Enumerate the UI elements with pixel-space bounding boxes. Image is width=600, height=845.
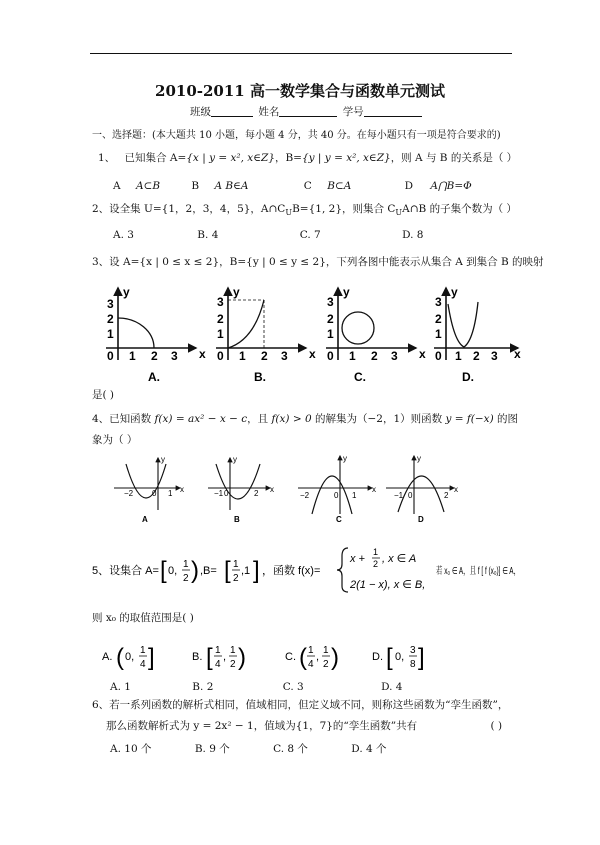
q5-lead: 5、设集合 A= — [92, 565, 159, 577]
q1-number: 1、 — [98, 152, 116, 164]
q5-opt-d-num: 3 — [410, 645, 416, 656]
q3c-t0: 0 — [327, 349, 334, 363]
q2-sub-b: U — [395, 208, 403, 218]
q3b-t1: 1 — [239, 349, 246, 363]
q4a-x: x — [180, 485, 184, 494]
q4d-label: D — [418, 515, 424, 524]
q3c-t1y: 1 — [327, 327, 334, 341]
q3-graph-a[interactable] — [106, 285, 206, 384]
q3a-t2y: 2 — [107, 312, 114, 326]
q3c-label: C. — [354, 370, 366, 384]
q4a-l: −2 — [124, 489, 134, 498]
q3d-label: D. — [462, 370, 474, 384]
q3-graphs — [98, 280, 521, 390]
svg-text:,: , — [316, 651, 320, 663]
question-2 — [92, 201, 517, 217]
q1-set-b: {y | y = x², x∈Z} — [301, 152, 391, 164]
q5-opt-d[interactable] — [372, 644, 425, 671]
q1-opt-a-letter[interactable]: A — [113, 180, 121, 192]
q4c-x: x — [372, 485, 376, 494]
q3a-label: A. — [148, 370, 160, 384]
q1-opt-c[interactable]: B⊂A — [327, 180, 352, 192]
q4-d: 的图 — [493, 413, 519, 425]
q4b-r: 2 — [254, 489, 259, 498]
q5-opt-c[interactable] — [285, 644, 339, 671]
svg-text:]: ] — [253, 557, 260, 584]
q3c-t3: 3 — [391, 349, 398, 363]
page-title: 2010-2011 高一数学集合与函数单元测试 — [155, 82, 445, 100]
svg-text:[: [ — [206, 644, 213, 671]
q3a-t0: 0 — [107, 349, 114, 363]
question-3: 3、设 A={x | 0 ≤ x ≤ 2}，B={y | 0 ≤ y ≤ 2}，下列各图中能表示从集合 A 到集合 B 的映射 — [92, 256, 544, 268]
q4-graph-d[interactable] — [386, 454, 458, 524]
q1-text-c: ，则 A 与 B 的关系是（ ） — [390, 152, 518, 164]
q3c-y: y — [343, 285, 350, 299]
svg-text:(: ( — [299, 644, 307, 671]
q4-f3: y = f(−x) — [445, 413, 494, 425]
q5-num-c[interactable]: C. 3 — [282, 681, 304, 693]
q5-opt-a-den: 4 — [140, 659, 146, 670]
svg-text:[: [ — [160, 557, 167, 584]
q4-graphs — [112, 452, 472, 527]
q4b-o: 0 — [224, 489, 229, 498]
top-rule — [90, 53, 512, 54]
svg-text:): ) — [238, 644, 246, 671]
q5-opt-b-d1: 4 — [215, 659, 221, 670]
svg-text:(: ( — [116, 644, 124, 671]
q5-case1-den: 2 — [373, 559, 379, 569]
q5-num-d[interactable]: D. 4 — [381, 681, 403, 693]
q4-graph-a[interactable] — [114, 455, 184, 524]
q3d-t1y: 1 — [435, 327, 442, 341]
q4d-y: y — [417, 454, 421, 463]
q3c-t1: 1 — [349, 349, 356, 363]
q5-num-a[interactable]: A. 1 — [110, 681, 131, 693]
q1-opt-a[interactable]: A⊂B — [135, 180, 161, 192]
q5-case1-a: x + — [350, 553, 365, 565]
q5-opt-a-num: 1 — [140, 645, 146, 656]
name-label: 姓名 — [258, 106, 280, 118]
svg-text:): ) — [191, 557, 199, 584]
q5-num-b[interactable]: B. 2 — [192, 681, 214, 693]
q5-b-right: ,1 — [241, 565, 251, 577]
q3d-t3: 3 — [491, 349, 498, 363]
q5-opt-b-d2: 2 — [230, 659, 236, 670]
q3d-x: x — [514, 347, 521, 361]
q3a-x: x — [199, 347, 206, 361]
question-1 — [98, 150, 517, 165]
q6-opt-b[interactable]: B. 9 个 — [194, 743, 230, 755]
q3d-t0: 0 — [435, 349, 442, 363]
q6-line1: 6、若一系列函数的解析式相同，值域相同，但定义域不同，则称这些函数为“孪生函数”， — [92, 699, 509, 711]
q6-paren: ( ) — [490, 720, 503, 732]
q4c-r: 1 — [352, 491, 357, 500]
q1-set-a: {x | y = x², x∈Z} — [186, 152, 275, 164]
q4-graph-c[interactable] — [298, 454, 376, 524]
q3-graph-d[interactable] — [434, 285, 521, 384]
q3d-t2y: 2 — [435, 312, 442, 326]
svg-text:]: ] — [148, 644, 155, 671]
q3b-t0: 0 — [217, 349, 224, 363]
q2-line-c: A∩B 的子集个数为（ ） — [402, 203, 517, 215]
name-blank[interactable] — [279, 104, 337, 117]
q4b-l: −1 — [214, 489, 224, 498]
q5-b-den: 2 — [233, 573, 239, 584]
q1-opt-c-letter[interactable]: C — [303, 180, 312, 192]
q4c-o: 0 — [334, 491, 339, 500]
q5-opt-b-n1: 1 — [215, 645, 221, 656]
q2-line-a: 2、设全集 U={1，2，3，4，5}，A∩C — [92, 203, 286, 215]
class-label: 班级 — [190, 106, 211, 118]
q3b-t1y: 1 — [217, 327, 224, 341]
q4a-o: 0 — [152, 489, 157, 498]
q6-text: 那么函数解析式为 y = 2x² − 1，值域为{1，7}的“孪生函数”共有 — [106, 720, 418, 732]
q6-options — [110, 741, 387, 756]
q4-f1: f(x) = ax² − x − c — [154, 413, 248, 425]
q5-a-den: 2 — [183, 573, 189, 584]
q4-b: ，且 — [247, 413, 272, 425]
q4b-label: B — [234, 515, 240, 524]
q5-a-num: 1 — [183, 559, 189, 570]
q3a-t1y: 1 — [107, 327, 114, 341]
q5-case2: 2(1 − x), x ∈ B, — [350, 579, 426, 591]
q4c-y: y — [343, 454, 347, 463]
q3b-t3y: 3 — [217, 295, 224, 309]
q2-opt-d[interactable]: D. 8 — [402, 229, 424, 241]
q5-opt-c-n2: 1 — [323, 645, 329, 656]
class-blank[interactable] — [211, 104, 253, 117]
q4-c: 的解集为（−2，1）则函数 — [311, 413, 446, 425]
q5-case1-b: , x ∈ A — [382, 553, 417, 565]
q5-func: ，函数 f(x)= — [262, 565, 321, 577]
q2-line-b: B={1, 2}，则集合 C — [292, 203, 396, 215]
q4d-x: x — [454, 485, 458, 494]
q3b-y: y — [233, 285, 240, 299]
q4-graph-b[interactable] — [208, 455, 274, 524]
q5-opt-b-n2: 1 — [230, 645, 236, 656]
q3-graph-c[interactable] — [326, 285, 426, 384]
q3a-t1: 1 — [129, 349, 136, 363]
q3a-t3y: 3 — [107, 297, 114, 311]
q4d-l: −1 — [394, 491, 404, 500]
q5-opt-c-label: C. — [285, 651, 296, 663]
q5-b-num: 1 — [233, 559, 239, 570]
q5-opt-c-d2: 2 — [323, 659, 329, 670]
q3-graph-b[interactable] — [216, 285, 316, 384]
q5-line2: 则 x₀ 的取值范围是( ) — [92, 612, 194, 624]
q4a-label: A — [142, 515, 148, 524]
q4c-l: −2 — [300, 491, 310, 500]
q5-opt-b[interactable] — [192, 644, 246, 671]
q1-options — [113, 180, 472, 192]
q2-opt-a[interactable]: A. 3 — [113, 229, 134, 241]
q5-opt-d-label: D. — [372, 651, 383, 663]
q5-cond: 若 x₀ ∈ A，且 f [ f (x₀)] ∈ A， — [436, 566, 567, 577]
question-4 — [92, 411, 518, 426]
q2-options — [113, 229, 423, 241]
svg-text:[: [ — [386, 644, 393, 671]
q3-tail: 是( ) — [92, 389, 115, 401]
q3d-t2: 2 — [473, 349, 480, 363]
q3b-t3: 3 — [281, 349, 288, 363]
q3b-t2: 2 — [261, 349, 268, 363]
q4b-y: y — [233, 455, 237, 464]
q5-number-options — [110, 681, 402, 693]
q4d-o: 0 — [408, 491, 413, 500]
svg-text:,: , — [223, 651, 227, 663]
q4c-label: C — [336, 515, 342, 524]
q6-line2 — [106, 718, 502, 733]
q3b-label: B. — [254, 370, 266, 384]
q6-opt-a[interactable]: A. 10 个 — [110, 743, 152, 755]
q4b-x: x — [270, 485, 274, 494]
id-blank[interactable] — [364, 104, 422, 117]
q3d-t3y: 3 — [435, 295, 442, 309]
q2-sub-a: U — [285, 208, 293, 218]
q3c-x: x — [419, 347, 426, 361]
q5-opt-b-label: B. — [192, 651, 203, 663]
q2-opt-c[interactable]: C. 7 — [299, 229, 321, 241]
q4d-r: 2 — [444, 491, 449, 500]
q5-mid: ,B= — [200, 565, 217, 577]
q5-opt-a[interactable] — [102, 644, 155, 671]
svg-text:): ) — [331, 644, 339, 671]
q3b-t2y: 2 — [217, 312, 224, 326]
q4-a: 4、已知函数 — [92, 413, 155, 425]
q5-opt-d-left: 0, — [395, 651, 405, 663]
q4-f2: f(x) > 0 — [271, 413, 312, 425]
q3a-t3: 3 — [171, 349, 178, 363]
q6-opt-c[interactable]: C. 8 个 — [273, 743, 308, 755]
q1-text-a: 已知集合 A= — [124, 152, 187, 164]
section-heading: 一、选择题：(本大题共 10 小题，每小题 4 分，共 40 分。在每小题只有一项是符合要求的) — [92, 130, 501, 141]
q5-options — [100, 638, 500, 678]
q4-line2: 象为（ ） — [92, 434, 138, 446]
q3c-t2y: 2 — [327, 312, 334, 326]
q1-opt-b-letter[interactable]: B — [191, 180, 200, 192]
q5-case1-num: 1 — [373, 547, 379, 557]
svg-text:]: ] — [418, 644, 425, 671]
q5-opt-a-label: A. — [102, 651, 113, 663]
q1-opt-d-letter[interactable]: D — [404, 180, 414, 192]
q4a-r: 1 — [168, 489, 173, 498]
svg-text:[: [ — [224, 557, 231, 584]
id-label: 学号 — [342, 106, 364, 118]
q1-text-b: ，B= — [274, 152, 302, 164]
q5-opt-c-d1: 4 — [308, 659, 314, 670]
student-info — [190, 104, 422, 119]
q2-opt-b[interactable]: B. 4 — [197, 229, 219, 241]
q5-opt-d-den: 8 — [410, 659, 416, 670]
question-5 — [90, 540, 567, 600]
q4a-y: y — [161, 455, 165, 464]
q5-a-left: 0, — [168, 565, 178, 577]
q3d-y: y — [451, 285, 458, 299]
q3c-t2: 2 — [371, 349, 378, 363]
q3d-t1: 1 — [455, 349, 462, 363]
q3c-t3y: 3 — [327, 295, 334, 309]
q3a-y: y — [123, 285, 130, 299]
q3a-t2: 2 — [151, 349, 158, 363]
q6-opt-d[interactable]: D. 4 个 — [351, 743, 387, 755]
q3b-x: x — [309, 347, 316, 361]
q5-opt-a-left: 0, — [125, 651, 135, 663]
q1-opt-d[interactable]: A⋂B=Φ — [430, 180, 472, 192]
q1-opt-b[interactable]: A B∈A — [214, 180, 249, 192]
q5-opt-c-n1: 1 — [308, 645, 314, 656]
